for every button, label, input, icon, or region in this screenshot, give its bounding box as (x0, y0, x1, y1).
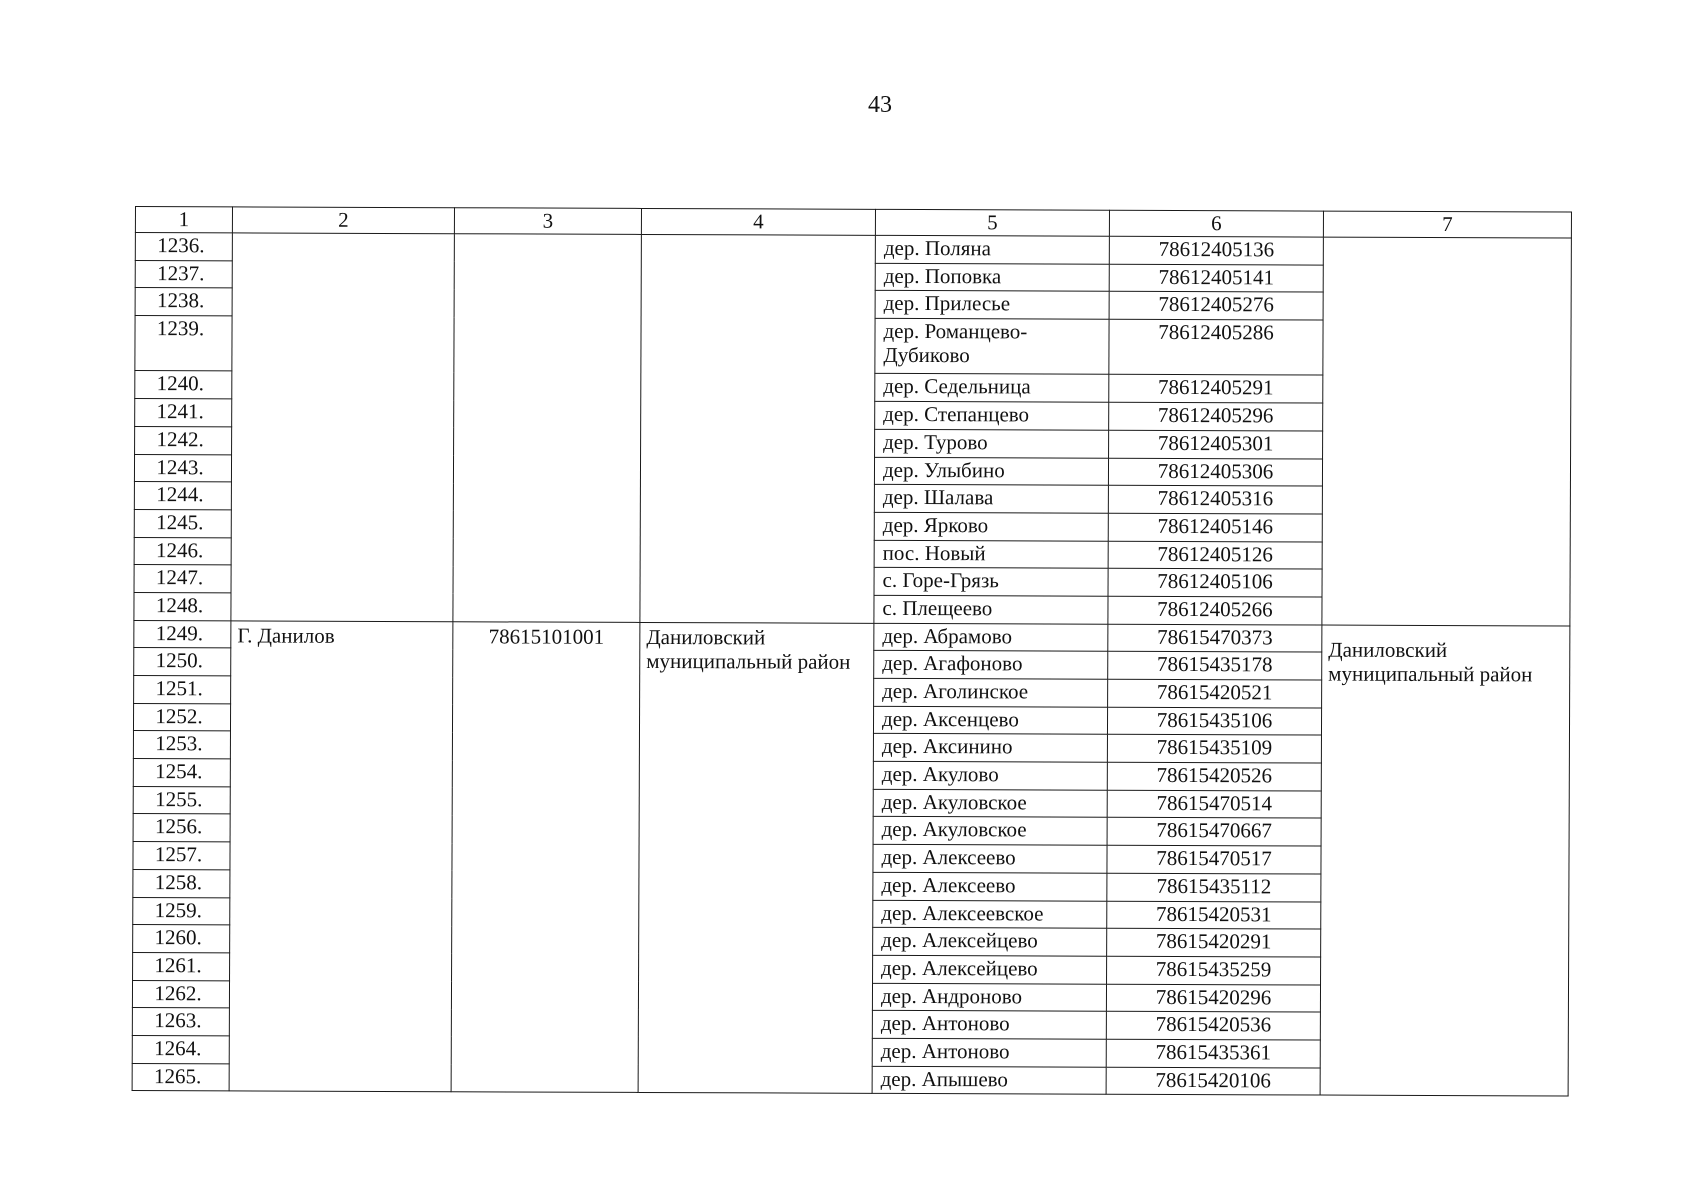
row-number: 1246. (134, 537, 231, 565)
row-number: 1248. (134, 592, 231, 620)
settlement-name: дер. Алексейцево (873, 955, 1107, 984)
row-number: 1241. (135, 399, 232, 427)
row-number: 1247. (134, 565, 231, 593)
row-number: 1261. (133, 952, 230, 980)
settlement-name: дер. Шалава (874, 485, 1108, 514)
header-col-3: 3 (454, 208, 641, 235)
settlement-code: 78612405146 (1108, 513, 1322, 542)
settlement-name: дер. Поляна (875, 235, 1109, 264)
district-name-col7: Даниловский муниципальный район (1320, 625, 1570, 1097)
city-name: Г. Данилов (229, 621, 453, 1093)
row-number: 1262. (132, 980, 229, 1008)
row-number: 1254. (133, 759, 230, 787)
settlement-name: дер. Поповка (875, 263, 1109, 292)
row-number: 1249. (134, 620, 231, 648)
group1-col4 (640, 234, 875, 623)
settlement-name: дер. Акулово (873, 761, 1107, 790)
table-row (135, 233, 1571, 266)
settlement-code: 78615470517 (1107, 845, 1321, 874)
row-number: 1259. (133, 897, 230, 925)
row-number: 1239. (135, 316, 232, 372)
settlement-name: с. Плещеево (874, 595, 1108, 624)
settlement-name: дер. Алексеевское (873, 900, 1107, 929)
settlement-code: 78615420106 (1106, 1067, 1320, 1096)
row-number: 1250. (134, 648, 231, 676)
settlement-name: дер. Алексейцево (873, 928, 1107, 957)
header-col-2: 2 (232, 207, 454, 234)
settlement-code: 78615470667 (1107, 818, 1321, 847)
settlement-code: 78612405126 (1108, 541, 1322, 570)
settlement-name: дер. Ярково (874, 512, 1108, 541)
settlements-table (132, 206, 1572, 1097)
row-number: 1257. (133, 842, 230, 870)
settlement-code: 78615420536 (1106, 1012, 1320, 1041)
settlement-code: 78615470514 (1107, 790, 1321, 819)
row-number: 1264. (132, 1035, 229, 1063)
settlement-code: 78612405316 (1108, 485, 1322, 514)
row-number: 1252. (133, 703, 230, 731)
settlement-code: 78615435109 (1107, 735, 1321, 764)
settlement-code: 78612405136 (1109, 236, 1323, 265)
row-number: 1255. (133, 786, 230, 814)
settlement-name: дер. Алексеево (873, 844, 1107, 873)
settlement-code: 78615470373 (1108, 624, 1322, 653)
settlement-code: 78612405306 (1108, 458, 1322, 487)
row-number: 1238. (135, 288, 232, 316)
settlement-name: дер. Степанцево (875, 401, 1109, 430)
settlement-name: дер. Алексеево (873, 872, 1107, 901)
settlement-name: дер. Романцево-Дубиково (875, 318, 1109, 374)
row-number: 1236. (135, 233, 232, 261)
settlement-code: 78615420296 (1106, 984, 1320, 1013)
row-number: 1244. (134, 482, 231, 510)
settlement-code: 78612405106 (1108, 569, 1322, 598)
row-number: 1253. (133, 731, 230, 759)
settlement-code: 78615420531 (1107, 901, 1321, 930)
settlement-code: 78612405141 (1109, 264, 1323, 293)
settlement-name: дер. Андроново (872, 983, 1106, 1012)
settlement-code: 78615435178 (1108, 652, 1322, 681)
settlement-name: дер. Антоново (872, 1038, 1106, 1067)
settlement-code: 78615435112 (1107, 873, 1321, 902)
settlement-name: дер. Антоново (872, 1011, 1106, 1040)
row-number: 1260. (133, 925, 230, 953)
settlement-code: 78615420521 (1108, 679, 1322, 708)
header-col-5: 5 (875, 209, 1109, 236)
group1-col3 (453, 234, 641, 622)
settlement-name: дер. Прилесье (875, 291, 1109, 320)
row-number: 1243. (134, 454, 231, 482)
settlement-name: пос. Новый (874, 540, 1108, 569)
settlement-name: дер. Улыбино (874, 457, 1108, 486)
settlement-name: дер. Абрамово (874, 623, 1108, 652)
settlement-name: дер. Седельница (875, 374, 1109, 403)
settlement-name: дер. Турово (875, 429, 1109, 458)
table-row (134, 620, 1570, 653)
settlement-name: дер. Аксинино (873, 734, 1107, 763)
group1-col7 (1322, 237, 1571, 626)
settlement-code: 78615435106 (1107, 707, 1321, 736)
settlement-code: 78612405266 (1108, 596, 1322, 625)
page-number: 43 (868, 92, 892, 118)
settlement-name: дер. Аголинское (874, 678, 1108, 707)
row-number: 1256. (133, 814, 230, 842)
settlement-code: 78615435361 (1106, 1039, 1320, 1068)
settlement-code: 78615435259 (1107, 956, 1321, 985)
row-number: 1251. (134, 676, 231, 704)
district-name: Даниловский муниципальный район (638, 622, 874, 1094)
settlement-name: дер. Агафоново (874, 651, 1108, 680)
header-col-4: 4 (641, 208, 875, 235)
settlement-name: дер. Акуловское (873, 817, 1107, 846)
row-number: 1265. (132, 1063, 229, 1091)
row-number: 1237. (135, 260, 232, 288)
settlement-name: дер. Акуловское (873, 789, 1107, 818)
settlement-code: 78612405291 (1109, 375, 1323, 404)
row-number: 1240. (135, 371, 232, 399)
settlement-name: дер. Аксенцево (873, 706, 1107, 735)
city-code: 78615101001 (451, 621, 640, 1092)
settlement-code: 78615420291 (1107, 928, 1321, 957)
settlement-code: 78612405301 (1109, 430, 1323, 459)
row-number: 1258. (133, 869, 230, 897)
row-number: 1242. (135, 426, 232, 454)
header-col-7: 7 (1323, 211, 1571, 238)
row-number: 1263. (132, 1008, 229, 1036)
row-number: 1245. (134, 509, 231, 537)
settlement-code: 78612405276 (1109, 292, 1323, 321)
header-col-6: 6 (1109, 210, 1323, 237)
settlement-name: дер. Апышево (872, 1066, 1106, 1095)
group1-col2 (231, 233, 454, 621)
header-col-1: 1 (135, 207, 232, 233)
settlement-code: 78612405286 (1109, 319, 1323, 375)
settlement-name: с. Горе-Грязь (874, 568, 1108, 597)
settlement-code: 78612405296 (1109, 402, 1323, 431)
settlement-code: 78615420526 (1107, 762, 1321, 791)
